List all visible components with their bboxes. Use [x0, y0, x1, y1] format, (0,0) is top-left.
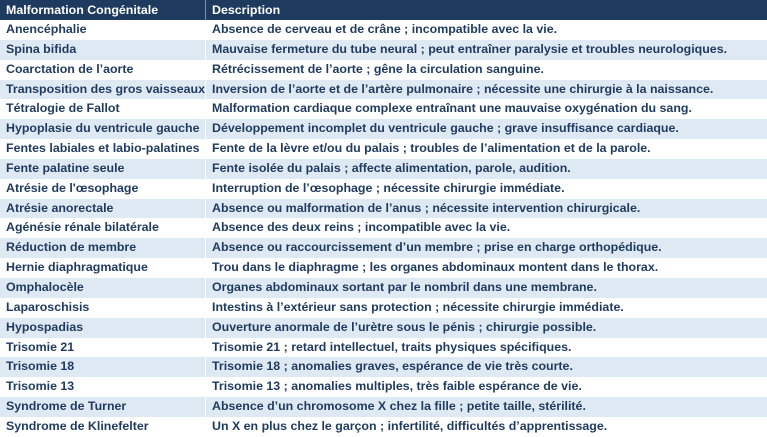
table-row: [0, 238, 767, 258]
cell-malformation: Tétralogie de Fallot: [0, 99, 206, 119]
table-row: [0, 139, 767, 159]
cell-description: Fente de la lèvre et/ou du palais ; troubles de l’alimentation et de la parole.: [212, 141, 651, 156]
cell-malformation: Laparoschisis: [0, 298, 206, 318]
cell-malformation: Syndrome de Turner: [0, 397, 206, 417]
cell-description: Absence des deux reins ; incompatible avec la vie.: [212, 220, 511, 235]
table-row: [0, 278, 767, 298]
cell-description: Trisomie 18 ; anomalies graves, espérance de vie très courte.: [212, 359, 573, 374]
table-row: [0, 99, 767, 119]
cell-description: Absence d’un chromosome X chez la fille ; petite taille, stérilité.: [212, 399, 586, 414]
table-header: [0, 0, 767, 20]
table-row: [0, 417, 767, 437]
table-row: [0, 377, 767, 397]
header-malformation: Malformation Congénitale: [0, 0, 206, 20]
cell-description: Absence ou malformation de l’anus ; nécessite intervention chirurgicale.: [212, 200, 641, 215]
cell-description: Absence ou raccourcissement d’un membre ; prise en charge orthopédique.: [212, 240, 662, 255]
table-row: [0, 258, 767, 278]
cell-malformation: Trisomie 18: [0, 357, 206, 377]
cell-malformation: Hypoplasie du ventricule gauche: [0, 119, 206, 139]
cell-description: Un X en plus chez le garçon ; infertilité, difficultés d’apprentissage.: [212, 418, 608, 433]
cell-description: Interruption de l’œsophage ; nécessite chirurgie immédiate.: [212, 180, 565, 195]
cell-malformation: Coarctation de l’aorte: [0, 60, 206, 80]
table-row: [0, 338, 767, 358]
cell-description: Trisomie 13 ; anomalies multiples, très faible espérance de vie.: [212, 379, 582, 394]
cell-malformation: Agénésie rénale bilatérale: [0, 218, 206, 238]
cell-description: Trisomie 21 ; retard intellectuel, traits physiques spécifiques.: [212, 339, 572, 354]
cell-malformation: Trisomie 21: [0, 338, 206, 358]
cell-malformation: Atrésie anorectale: [0, 199, 206, 219]
cell-description: Malformation cardiaque complexe entraînant une mauvaise oxygénation du sang.: [212, 101, 692, 116]
cell-description: Développement incomplet du ventricule gauche ; grave insuffisance cardiaque.: [212, 121, 679, 136]
table-row: [0, 357, 767, 377]
cell-description: Rétrécissement de l’aorte ; gêne la circulation sanguine.: [212, 61, 544, 76]
cell-description: Intestins à l’extérieur sans protection ; nécessite chirurgie immédiate.: [212, 299, 624, 314]
cell-malformation: Hypospadias: [0, 318, 206, 338]
cell-malformation: Trisomie 13: [0, 377, 206, 397]
cell-malformation: Anencéphalie: [0, 20, 206, 40]
cell-malformation: Omphalocèle: [0, 278, 206, 298]
table-row: [0, 218, 767, 238]
cell-description: Absence de cerveau et de crâne ; incompatible avec la vie.: [212, 22, 558, 36]
cell-malformation: Atrésie de l'œsophage: [0, 179, 206, 199]
cell-malformation: Réduction de membre: [0, 238, 206, 258]
cell-malformation: Hernie diaphragmatique: [0, 258, 206, 278]
cell-description: Organes abdominaux sortant par le nombril dans une membrane.: [212, 279, 597, 294]
cell-description: Mauvaise fermeture du tube neural ; peut entraîner paralysie et troubles neurologiques.: [212, 41, 728, 56]
cell-malformation: Syndrome de Klinefelter: [0, 417, 206, 437]
table-row: [0, 40, 767, 60]
table-row: [0, 318, 767, 338]
table-row: [0, 60, 767, 80]
cell-malformation: Fentes labiales et labio-palatines: [0, 139, 206, 159]
table-row: [0, 199, 767, 219]
table-row: [0, 179, 767, 199]
table-row: [0, 119, 767, 139]
cell-description: Inversion de l’aorte et de l’artère pulmonaire ; nécessite une chirurgie à la naissance.: [212, 81, 714, 96]
cell-description: Trou dans le diaphragme ; les organes abdominaux montent dans le thorax.: [212, 260, 659, 275]
cell-malformation: Transposition des gros vaisseaux: [0, 80, 206, 100]
cell-description: Ouverture anormale de l’urètre sous le pénis ; chirurgie possible.: [212, 319, 597, 334]
header-description: Description: [212, 3, 281, 17]
table-row: [0, 80, 767, 100]
table-row: [0, 397, 767, 417]
cell-description: Fente isolée du palais ; affecte alimentation, parole, audition.: [212, 160, 571, 175]
table-row: [0, 298, 767, 318]
cell-malformation: Spina bifida: [0, 40, 206, 60]
table-row: [0, 20, 767, 40]
cell-malformation: Fente palatine seule: [0, 159, 206, 179]
table-row: [0, 159, 767, 179]
